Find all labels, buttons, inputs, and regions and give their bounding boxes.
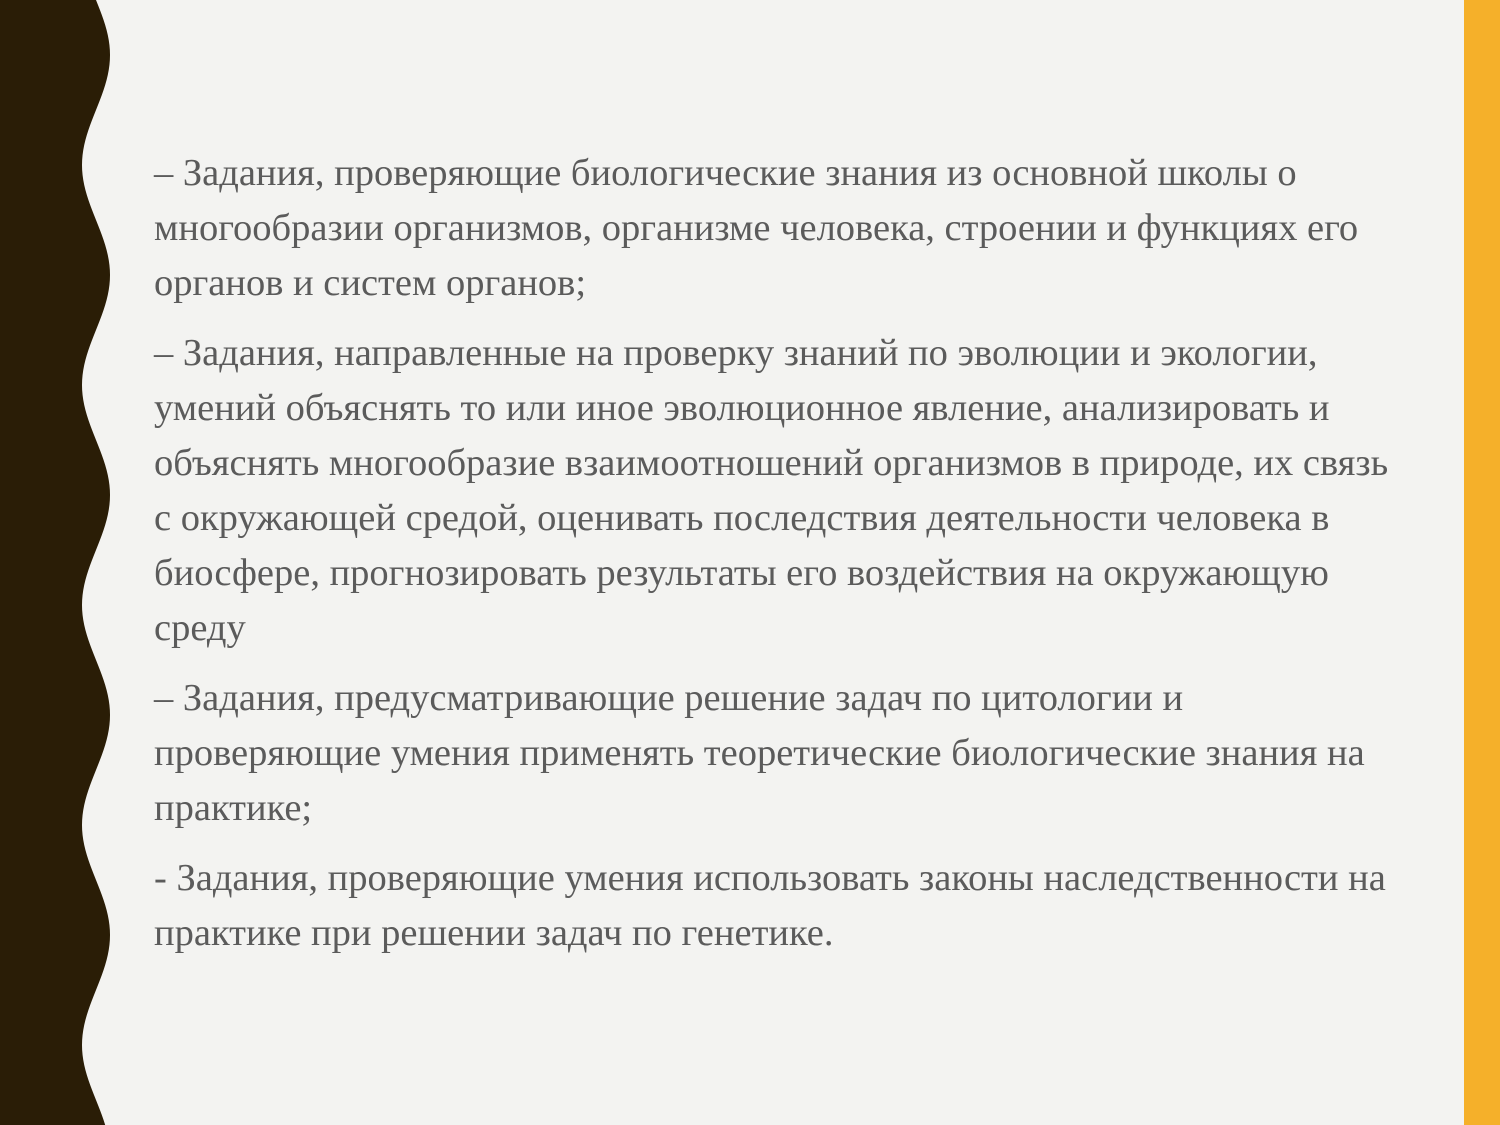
- slide-body: [154, 146, 1404, 976]
- bullet-paragraph-4: - Задания, проверяющие умения использовать законы наследственности на практике при решении задач по генетике.: [154, 857, 1386, 954]
- wavy-left-band: [0, 0, 120, 1125]
- bullet-paragraph-1: – Задания, проверяющие биологические знания из основной школы о многообразии организмов, организме человека, строении и функциях его органов и систем органов;: [154, 152, 1359, 304]
- bullet-paragraph-2: – Задания, направленные на проверку знаний по эволюции и экологии, умений объяснять то или иное эволюционное явление, анализировать и объяснять многообразие взаимоотношений организмов в природе, их связь с окружающей средой, оценивать последствия деятельности человека в биосфере, прогнозировать результаты его воздействия на окружающую среду: [154, 332, 1389, 649]
- accent-bar: [1464, 0, 1500, 1125]
- bullet-paragraph-3: – Задания, предусматривающие решение задач по цитологии и проверяющие умения применять теоретические биологические знания на практике;: [154, 677, 1365, 829]
